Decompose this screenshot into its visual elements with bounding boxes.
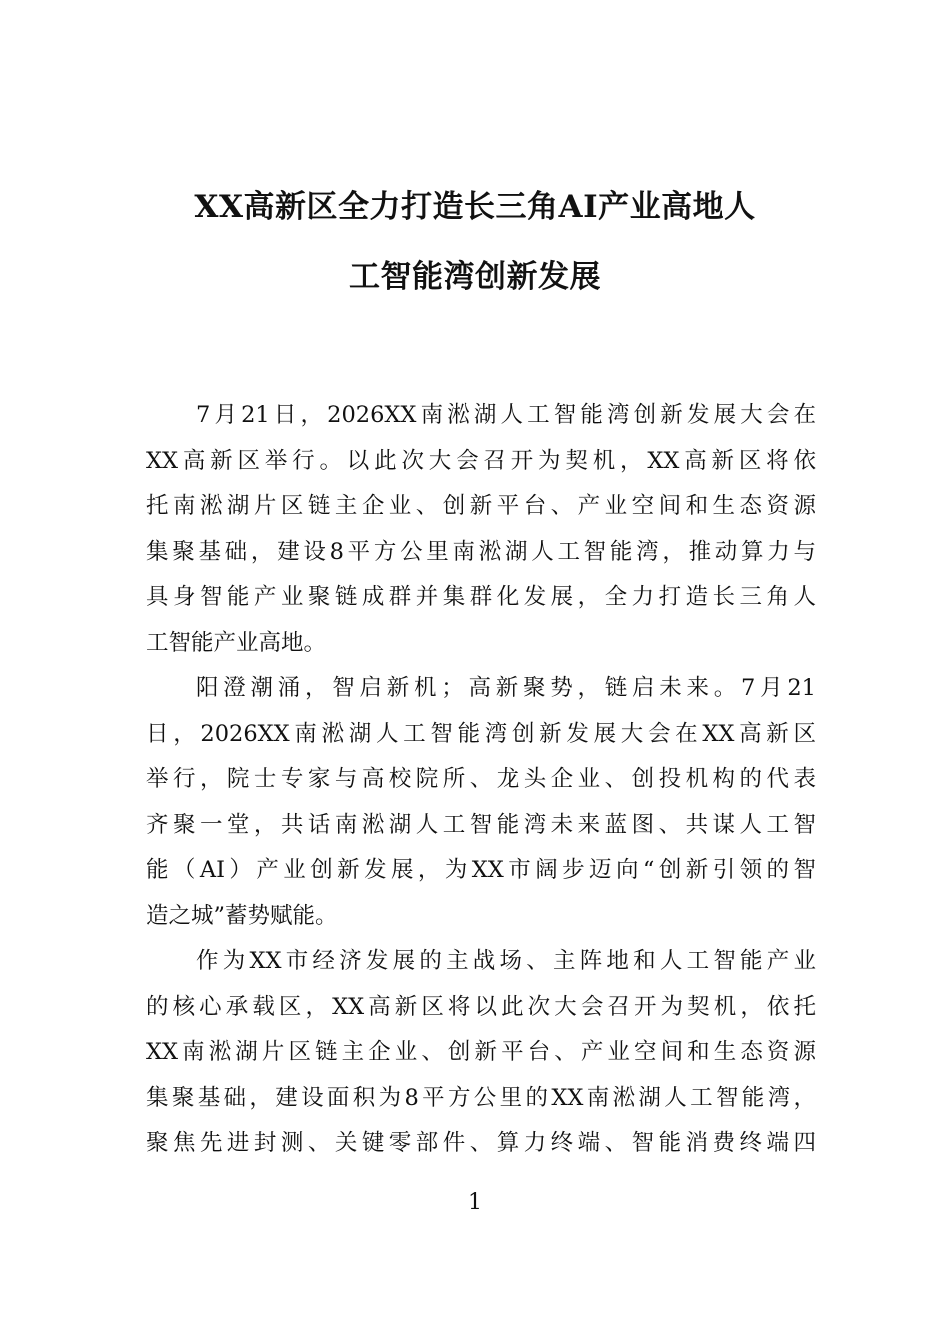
text-line: 的核心承载区，XX高新区将以此次大会召开为契机，依托 — [146, 993, 816, 1020]
text-line: 具身智能产业聚链成群并集群化发展，全力打造长三角人 — [146, 584, 816, 610]
title-line: XX高新区全力打造长三角AI产业高地人 — [194, 189, 756, 225]
document-body — [146, 393, 816, 1167]
page-number: 1 — [468, 1190, 482, 1215]
text-line: 作为XX市经济发展的主战场、主阵地和人工智能产业 — [196, 948, 816, 974]
paragraph-3 — [146, 939, 816, 1167]
paragraph-2 — [146, 666, 816, 939]
text-line: 齐聚一堂，共话南淞湖人工智能湾未来蓝图、共谋人工智 — [146, 811, 816, 838]
text-line: 托南淞湖片区链主企业、创新平台、产业空间和生态资源 — [146, 493, 816, 519]
document-title — [140, 172, 810, 312]
paragraph-1 — [146, 393, 816, 666]
text-line: XX南淞湖片区链主企业、创新平台、产业空间和生态资源 — [146, 1039, 816, 1065]
text-line: 集聚基础，建设8平方公里南淞湖人工智能湾，推动算力与 — [146, 538, 816, 565]
text-line: 举行，院士专家与高校院所、龙头企业、创投机构的代表 — [146, 766, 816, 792]
text-line: 造之城”蓄势赋能。 — [146, 902, 338, 929]
text-line: 阳澄潮涌，智启新机；高新聚势，链启未来。7月21 — [196, 675, 816, 701]
text-line: 工智能产业高地。 — [146, 629, 327, 656]
text-line: 能（AI）产业创新发展，为XX市阔步迈向“创新引领的智 — [146, 857, 816, 883]
text-line: XX高新区举行。以此次大会召开为契机，XX高新区将依 — [146, 447, 816, 474]
text-line: 7月21日，2026XX南淞湖人工智能湾创新发展大会在 — [196, 402, 816, 428]
title-line: 工智能湾创新发展 — [349, 259, 601, 295]
text-line: 聚焦先进封测、关键零部件、算力终端、智能消费终端四 — [146, 1130, 816, 1156]
text-line: 集聚基础，建设面积为8平方公里的XX南淞湖人工智能湾， — [146, 1084, 816, 1111]
text-line: 日，2026XX南淞湖人工智能湾创新发展大会在XX高新区 — [146, 720, 816, 747]
